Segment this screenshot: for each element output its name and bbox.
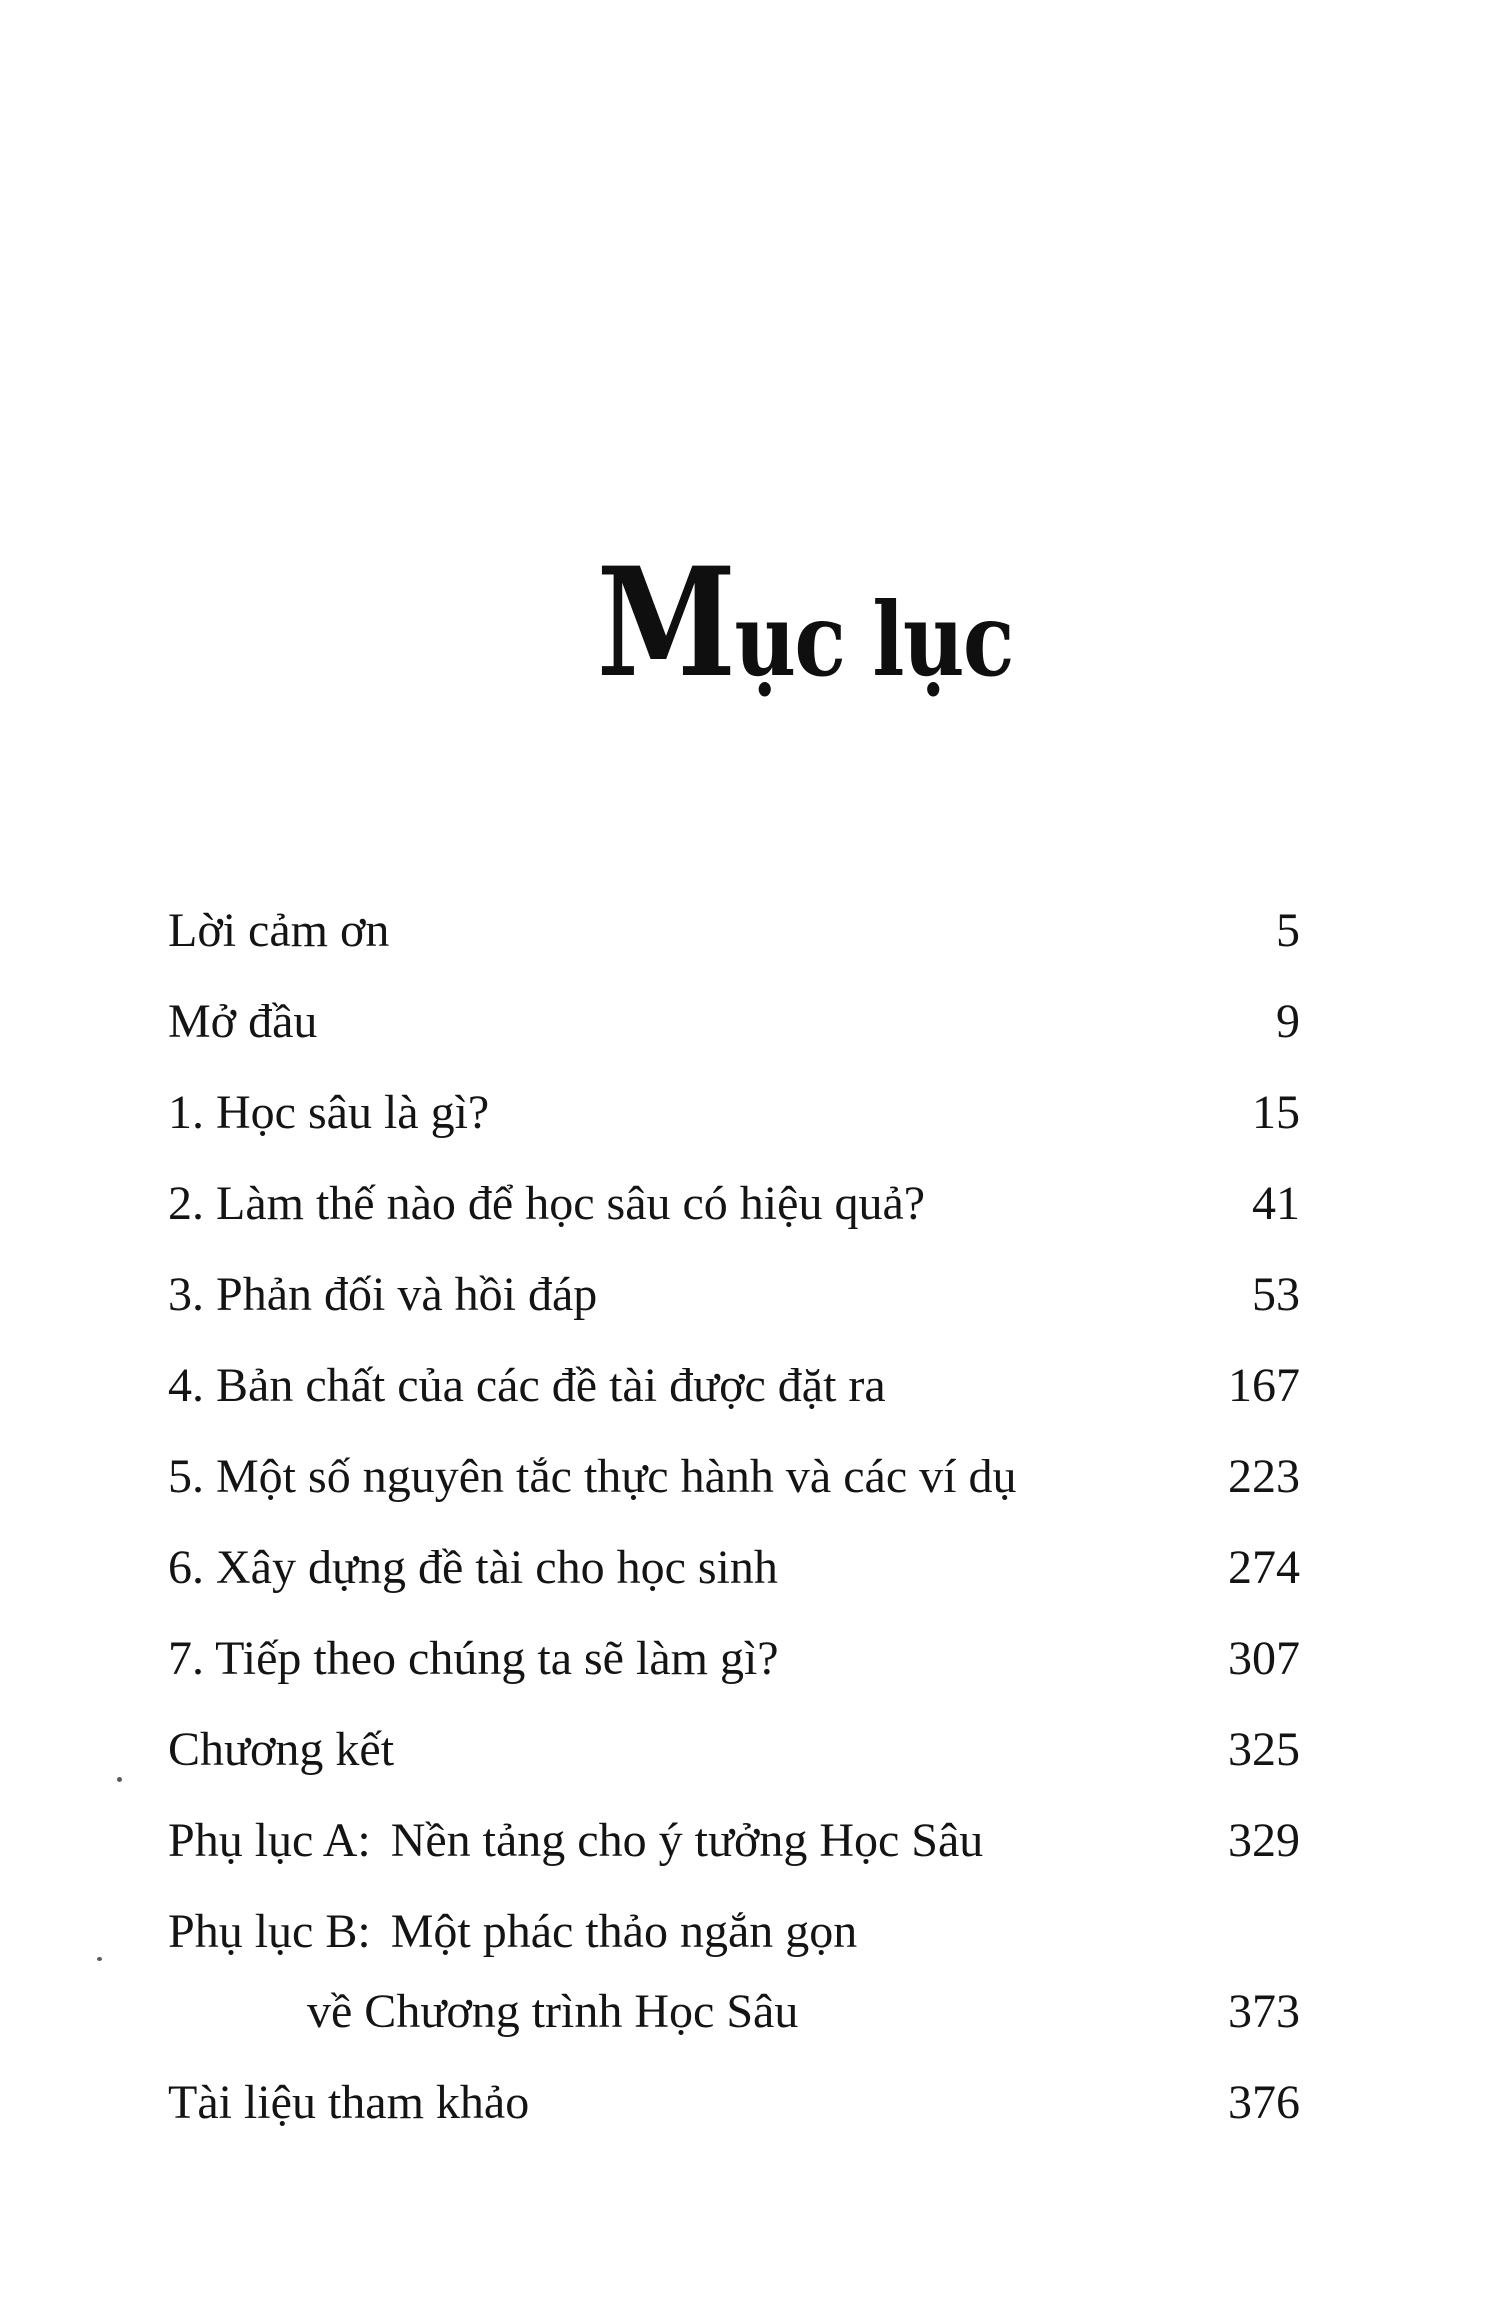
toc-row	[168, 1724, 1300, 1815]
toc-entry-label: Mở đầu	[168, 995, 318, 1048]
toc-entry-label: 1. Học sâu là gì?	[168, 1086, 490, 1139]
toc-row	[168, 996, 1300, 1087]
toc-entry-label: 7. Tiếp theo chúng ta sẽ làm gì?	[168, 1632, 779, 1685]
toc-row	[168, 1360, 1300, 1451]
toc-entry-label: 6. Xây dựng đề tài cho học sinh	[168, 1541, 778, 1594]
toc-row	[168, 1087, 1300, 1178]
toc-entry-page: 167	[1228, 1359, 1300, 1412]
toc-entry-page: 41	[1252, 1177, 1300, 1230]
appendix-a-prefix: Phụ lục A:	[168, 1814, 371, 1867]
toc-entry-label: Lời cảm ơn	[168, 904, 390, 957]
toc-entry-label: 4. Bản chất của các đề tài được đặt ra	[168, 1359, 886, 1412]
appendix-b-title-line2: về Chương trình Học Sâu	[307, 1985, 799, 2038]
toc-row-appendix-b-line2	[168, 1986, 1300, 2077]
toc-row	[168, 1542, 1300, 1633]
toc-entry-label	[168, 1815, 983, 1867]
toc-row	[168, 1178, 1300, 1269]
toc-entry-label: 3. Phản đối và hồi đáp	[168, 1268, 598, 1321]
toc-row	[168, 905, 1300, 996]
toc-entry-label: 2. Làm thế nào để học sâu có hiệu quả?	[168, 1177, 926, 1230]
toc-entry-page: 274	[1228, 1541, 1300, 1594]
title-rest-letters: ục lục	[734, 580, 1014, 699]
toc-row-appendix-b-line1	[168, 1906, 1300, 1986]
toc-entry-label	[168, 1906, 857, 1958]
appendix-a-title: Nền tảng cho ý tưởng Học Sâu	[390, 1814, 984, 1867]
toc-entry-page: 307	[1228, 1632, 1300, 1685]
toc-entry-page: 15	[1252, 1086, 1300, 1139]
toc-entry-page: 53	[1252, 1268, 1300, 1321]
toc-row	[168, 2077, 1300, 2168]
toc-row	[168, 1269, 1300, 1360]
page-title	[0, 535, 1512, 711]
page-title-text	[596, 535, 1014, 711]
toc-row	[168, 1633, 1300, 1724]
toc-entry-page: 9	[1276, 995, 1300, 1048]
title-initial-letter: M	[596, 535, 735, 711]
appendix-b-title-line1: Một phác thảo ngắn gọn	[390, 1905, 858, 1958]
toc-entry-page: 373	[1228, 1985, 1300, 2038]
table-of-contents	[168, 905, 1300, 2168]
toc-entry-label: Chương kết	[168, 1723, 395, 1776]
toc-entry-page: 329	[1228, 1814, 1300, 1867]
toc-entry-label: 5. Một số nguyên tắc thực hành và các ví dụ	[168, 1450, 1017, 1503]
appendix-b-prefix: Phụ lục B:	[168, 1905, 371, 1958]
toc-row	[168, 1451, 1300, 1542]
toc-entry-page: 325	[1228, 1723, 1300, 1776]
toc-row-appendix-a	[168, 1815, 1300, 1906]
toc-entry-page: 5	[1276, 904, 1300, 957]
toc-entry-page: 223	[1228, 1450, 1300, 1503]
toc-entry-label: Tài liệu tham khảo	[168, 2076, 530, 2129]
scan-speck	[97, 1957, 102, 1961]
toc-entry-page: 376	[1228, 2076, 1300, 2129]
scan-speck	[117, 1777, 122, 1782]
